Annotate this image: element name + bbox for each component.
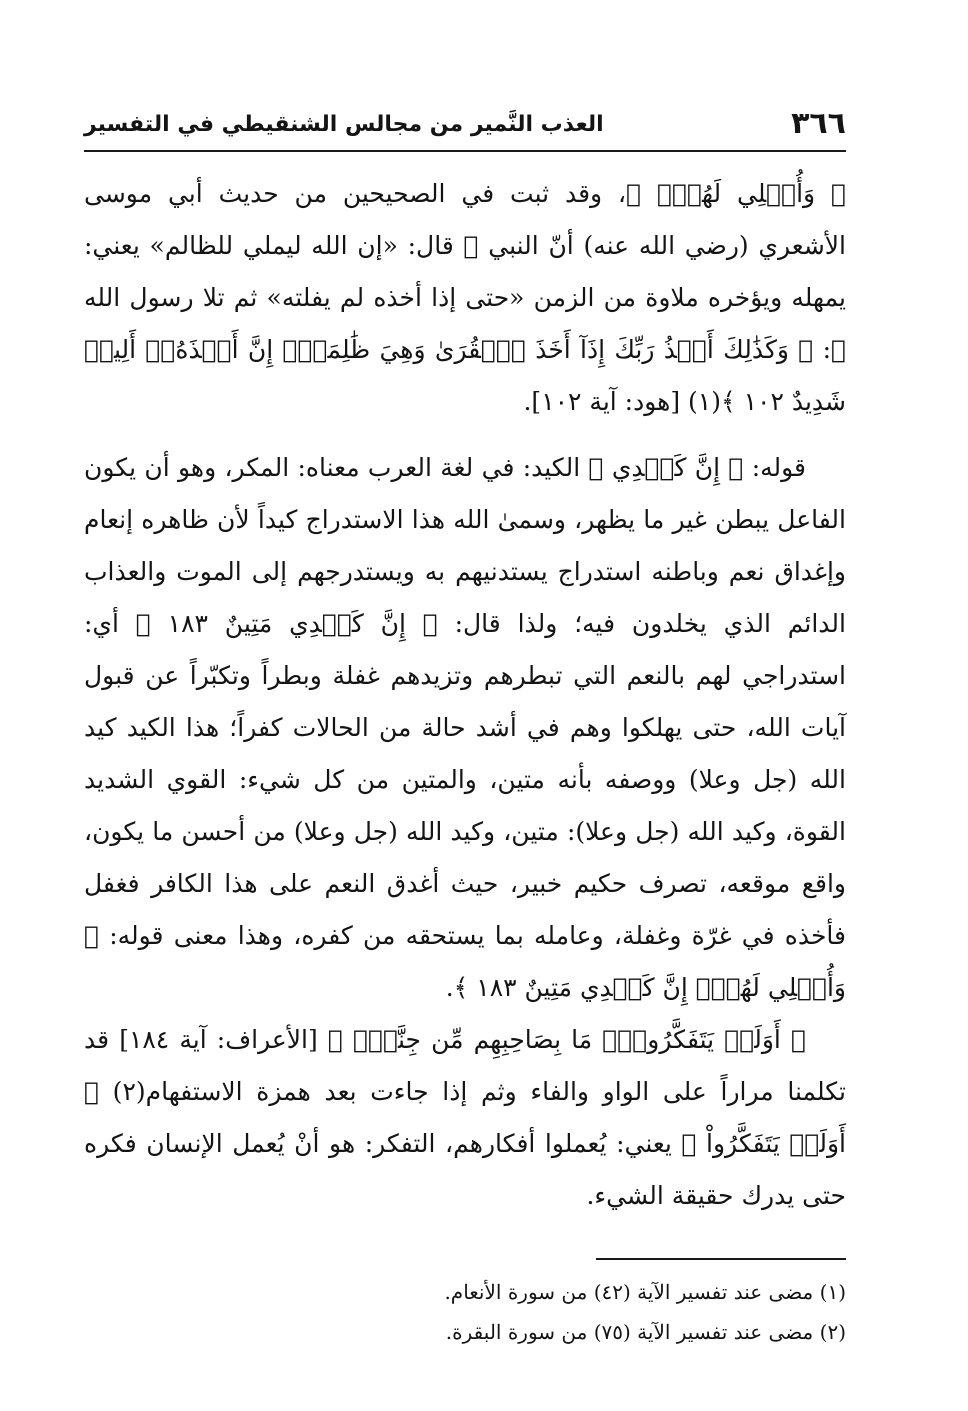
footnote-separator (84, 1258, 846, 1272)
running-title: العذب النَّمير من مجالس الشنقيطي في التفسير (84, 112, 604, 137)
page-number: ٣٦٦ (791, 106, 846, 141)
paragraph-2: قوله: ﴿ إِنَّ كَيۡدِي ﴾ الكيد: في لغة العرب معناه: المكر، وهو أن يكون الفاعل يبطن غير ما يظهر، وسمىٰ الله هذا الاستدراج كيداً لأن ظاهره إنعام وإغداق نعم وباطنه استدراج يستدنيهم به ويستدرجهم إلى الموت والعذاب الدائم الذي يخلدون فيه؛ ولذا قال: ﴿ إِنَّ كَيۡدِي مَتِينٌ ١٨٣ ﴾ أي: استدراجي لهم بالنعم التي تبطرهم وتزيدهم غفلة وبطراً وتكبّراً عن قبول آيات الله، حتى يهلكوا وهم في أشد حالة من الحالات كفراً؛ هذا الكيد كيد الله (جل وعلا) ووصفه بأنه متين، والمتين من كل شيء: القوي الشديد القوة، وكيد الله (جل وعلا): متين، وكيد الله (جل وعلا) من أحسن ما يكون، واقع موقعه، تصرف حكيم خبير، حيث أغدق النعم على هذا الكافر فغفل فأخذه في غرّة وغفلة، وعامله بما يستحقه من كفره، وهذا معنى قوله: ﴿ وَأُمۡلِي لَهُمۡۚ إِنَّ كَيۡدِي مَتِينٌ ١٨٣ ﴾. (84, 453, 846, 1002)
footnotes (84, 1258, 846, 1352)
footnote-1: (١) مضى عند تفسير الآية (٤٢) من سورة الأنعام. (444, 1280, 846, 1304)
paragraph-1: ﴿ وَأُمۡلِي لَهُمۡۚ ﴾، وقد ثبت في الصحيحين من حديث أبي موسى الأشعري (رضي الله عنه) أنّ النبي ﷺ قال: «إن الله ليملي للظالم» يعني: يمهله ويؤخره ملاوة من الزمن «حتى إذا أخذه لم يفلته» ثم تلا رسول الله ﷺ: ﴿ وَكَذَٰلِكَ أَخۡذُ رَبِّكَ إِذَآ أَخَذَ ٱلۡقُرَىٰ وَهِيَ ظَٰلِمَةٌۚ إِنَّ أَخۡذَهُۥٓ أَلِيمٞ شَدِيدٌ ١٠٢ ﴾(١) [هود: آية ١٠٢]. (84, 179, 846, 416)
main-text (84, 168, 846, 1222)
paragraph-3: ﴿ أَوَلَمۡ يَتَفَكَّرُواْۗ مَا بِصَاحِبِهِم مِّن جِنَّةٍۚ ﴾ [الأعراف: آية ١٨٤] قد تكلمنا مراراً على الواو والفاء وثم إذا جاءت بعد همزة الاستفهام(٢) ﴿ أَوَلَمۡ يَتَفَكَّرُواْ ﴾ يعني: يُعملوا أفكارهم، التفكر: هو أنْ يُعمل الإنسان فكره حتى يدرك حقيقة الشيء. (84, 1025, 846, 1210)
page-header (84, 100, 846, 152)
footnote-2: (٢) مضى عند تفسير الآية (٧٥) من سورة البقرة. (445, 1320, 846, 1344)
